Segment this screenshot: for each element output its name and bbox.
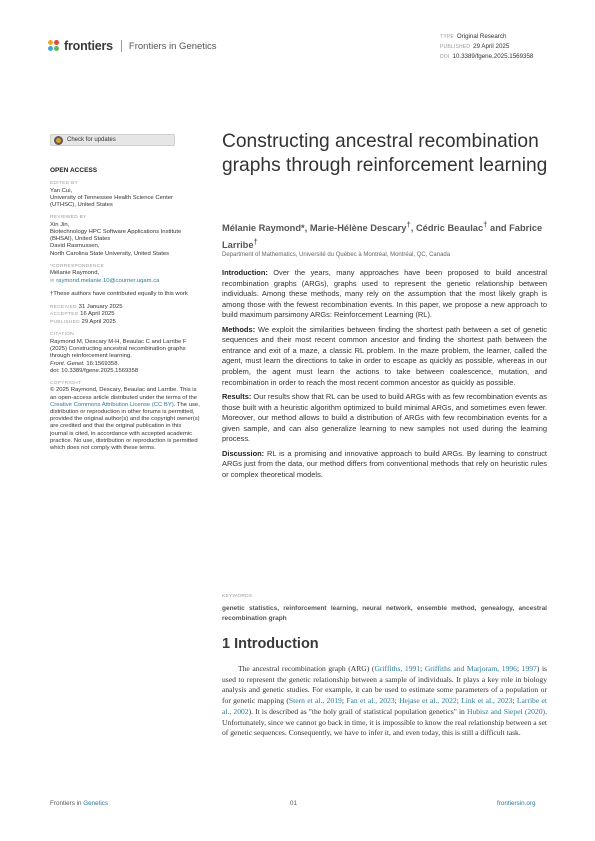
citation-link[interactable]: Griffiths and Marjoram, 1996	[424, 664, 517, 673]
meta-type: TYPE Original Research	[440, 33, 507, 40]
citation-link[interactable]: 1997	[521, 664, 537, 673]
correspondence: *CORRESPONDENCE Mélanie Raymond, ✉ raymond.melanie.10@courrier.uqam.ca	[50, 263, 160, 284]
citation: CITATION Raymond M, Descary M-H, Beaulac C and Larribe F (2025) Constructing ancestral recombination graphs through reinforcement learning. Front. Genet. 16:1569358. doi: 10.3389/fgene.2025.1569358	[50, 332, 187, 374]
page-number: 01	[290, 800, 298, 807]
open-access-badge: OPEN ACCESS	[50, 167, 98, 174]
check-updates-label: Check for updates	[67, 137, 116, 143]
crossmark-icon	[54, 136, 63, 145]
edited-by: EDITED BY Yan Cui, University of Tennessee Health Science Center (UTHSC), United States	[50, 181, 174, 209]
logo-divider	[121, 40, 122, 52]
mail-icon: ✉	[50, 277, 55, 284]
brand-name: frontiers	[64, 39, 113, 53]
article-title: Constructing ancestral recombination graphs through reinforcement learning	[222, 131, 548, 176]
article-meta	[440, 32, 533, 62]
footer-journal: Frontiers in Genetics	[50, 800, 109, 807]
abstract-introduction: Introduction: Over the years, many approaches have been proposed to build ancestral recombination graphs (ARGs), graphs used to represent the genetic relationship between individuals. Among these methods, many rely on the assumption that the most likely graph is among those with the fewest recombination events. In this paper, we propose a new approach to build maximum parsimony ARGs: Reinforcement Learning (RL).	[222, 268, 547, 320]
equal-contribution-note: †These authors have contributed equally to this work	[50, 290, 188, 297]
citation-link[interactable]: Hejase et al., 2022	[399, 696, 457, 706]
journal-logo[interactable]	[48, 39, 217, 53]
check-updates-button[interactable]	[50, 134, 175, 146]
section-heading: 1 Introduction	[222, 636, 319, 652]
author-list: Mélanie Raymond*, Marie-Hélène Descary†, Cédric Beaulac† and Fabrice Larribe†	[222, 220, 543, 251]
frontiers-logo-icon	[48, 40, 61, 52]
introduction-paragraph: The ancestral recombination graph (ARG) (Griffiths, 1991; Griffiths and Marjoram, 1996; 1997) is used to represent the genetic relationship between a sample of individuals. It plays a key role in biology analysis and genetic studies. For example, it can be used to estimate some parameters of a population or for genetic mapping (Stern et al., 2019; Fan et al., 2023; Hejase et al., 2022; Link et al., 2023; Larribe et al., 2002). It is described as "the holy grail of statistical population genetics" in Hubisz and Siepel (2020). Unfortunately, since we cannot go back in time, it is impossible to know the real relationship between a set of genetic sequences. Consequently, we have to infer it, and even today, this is still a difficult task.	[222, 664, 548, 738]
cc-license-link[interactable]: Creative Commons Attribution License (CC BY)	[50, 401, 174, 408]
article-dates: RECEIVED 31 January 2025 ACCEPTED 16 April 2025 PUBLISHED 29 April 2025	[50, 303, 123, 325]
abstract-methods: Methods: We exploit the similarities between finding the shortest path between a set of genetic sequences and their most recent common ancestor and finding the shortest path between the entrance and exit of a maze, a classic RL problem. In the maze problem, the learner, called the agent, must learn the directions to take in order to escape as quickly as possible, whereas in our problem, the agent must learn the actions to take between coalescence, mutation, and recombination in order to reach the most recent common ancestor as quickly as possible.	[222, 324, 547, 387]
keywords: KEYWORDS genetic statistics, reinforcement learning, neural network, ensemble method, genealogy, ancestral recombination graph	[222, 594, 547, 622]
affiliation: Department of Mathematics, Université du Québec à Montréal, Montréal, QC, Canada	[222, 252, 451, 258]
citation-link[interactable]: Fan et al., 2023	[346, 696, 395, 706]
citation-link[interactable]: Link et al., 2023	[461, 696, 513, 706]
copyright: COPYRIGHT © 2025 Raymond, Descary, Beaulac and Larribe. This is an open-access article distributed under the terms of the Creative Commons Attribution License (CC BY). The use, distribution or reproduction in other forums is permitted, provided the original author(s) and the copyright owner(s) are credited and that the original publication in this journal is cited, in accordance with accepted academic practice. No use, distribution or reproduction is permitted which does not comply with these terms.	[50, 380, 200, 452]
footer-site-link[interactable]: frontiersin.org	[497, 800, 536, 807]
citation-link[interactable]: Hubisz and Siepel (2020)	[466, 706, 546, 716]
abstract-results: Results: Our results show that RL can be used to build ARGs with as few recombination events as those built with a heuristic algorithm optimized to build minimal ARGs, and sometimes even fewer. Moreover, our method allows to build a distribution of ARGs with few recombination events for a given sample, and can also generalize learning to new samples not used during the learning process.	[222, 391, 547, 444]
reviewed-by: REVIEWED BY Xin Jin, Biotechnology HPC Software Applications Institute (BHSAI), United States David Rasmussen, North Carolina State University, United States	[50, 215, 182, 257]
journal-name: Frontiers in Genetics	[128, 40, 217, 52]
meta-published: PUBLISHED 29 April 2025	[440, 43, 510, 50]
citation-link[interactable]: Griffiths, 1991	[374, 664, 421, 673]
citation-link[interactable]: Larribe et al., 2002	[222, 696, 548, 716]
article-info-sidebar	[50, 167, 200, 458]
abstract-discussion: Discussion: RL is a promising and innovative approach to build ARGs. By learning to construct ARGs just from the data, our method differs from conventional methods that rely on heuristic rules or complex theoretical models.	[222, 448, 547, 479]
citation-link[interactable]: Stern et al., 2019	[288, 696, 342, 706]
abstract	[222, 268, 547, 484]
correspondence-email-link[interactable]: raymond.melanie.10@courrier.uqam.ca	[56, 277, 160, 284]
meta-doi: DOI 10.3389/fgene.2025.1569358	[440, 53, 534, 60]
